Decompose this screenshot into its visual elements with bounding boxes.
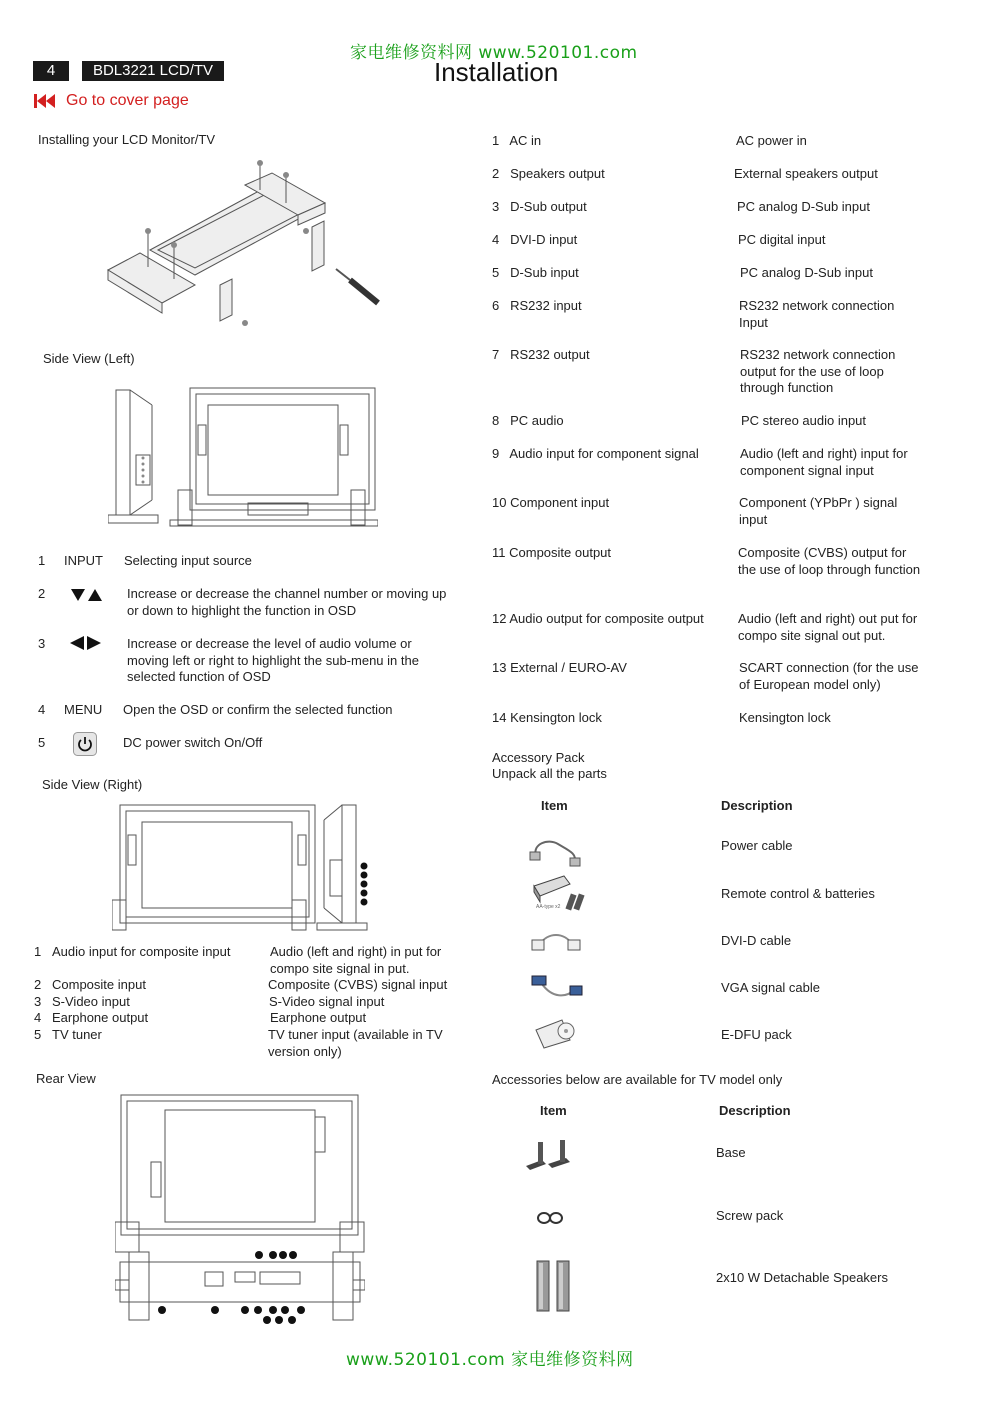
accessory-item-header: Item xyxy=(541,798,568,813)
connector-num: 6 xyxy=(492,298,500,313)
side-right-label-4: Earphone output xyxy=(52,1010,149,1025)
accessory-label-power-cable: Power cable xyxy=(721,838,793,853)
connector-desc: RS232 network connection Input xyxy=(739,298,895,330)
side-right-num-1: 1 xyxy=(34,944,42,959)
power-icon xyxy=(73,732,97,756)
accessory-heading: Accessory Pack xyxy=(492,750,585,765)
power-cable-image xyxy=(528,834,583,870)
connector-label: D-Sub output xyxy=(510,199,587,214)
rear-diagram xyxy=(115,1092,365,1327)
connector-label: RS232 output xyxy=(510,347,590,362)
connector-num: 14 xyxy=(492,710,507,725)
connector-label: AC in xyxy=(509,133,542,148)
connector-num: 10 xyxy=(492,495,507,510)
side-left-diagram xyxy=(108,385,378,530)
side-right-label-5: TV tuner xyxy=(52,1027,102,1042)
connector-num: 9 xyxy=(492,446,500,461)
connector-num: 2 xyxy=(492,166,500,181)
connector-desc: Audio (left and right) input for component signal input xyxy=(740,446,908,478)
connector-num: 7 xyxy=(492,347,500,362)
speakers-image xyxy=(534,1258,574,1314)
side-left-num-2: 2 xyxy=(38,586,46,601)
accessory-label-dvi: DVI-D cable xyxy=(721,933,792,948)
tv-accessory-label-base: Base xyxy=(716,1145,746,1160)
watermark-bottom: www.520101.com 家电维修资料网 xyxy=(346,1350,634,1370)
side-left-num-5: 5 xyxy=(38,735,46,750)
remote-battery-label: AA-type x2 xyxy=(536,904,561,910)
connector-num: 1 xyxy=(492,133,500,148)
connector-desc: Audio (left and right) out put for compo site signal out put. xyxy=(738,611,918,643)
side-right-diagram xyxy=(112,800,382,935)
side-left-num-1: 1 xyxy=(38,553,46,568)
install-diagram xyxy=(100,155,390,335)
tv-desc-header: Description xyxy=(719,1103,791,1118)
connector-num: 13 xyxy=(492,660,507,675)
vga-cable-image xyxy=(530,972,585,1002)
input-key-desc: Selecting input source xyxy=(124,553,252,568)
power-key-desc: DC power switch On/Off xyxy=(123,735,263,750)
rear-heading: Rear View xyxy=(36,1071,96,1086)
connector-label: External / EURO-AV xyxy=(510,660,627,675)
side-right-desc-3: S-Video signal input xyxy=(269,994,385,1009)
go-to-cover-link[interactable] xyxy=(33,90,189,112)
skip-back-icon xyxy=(33,93,57,109)
side-right-label-1: Audio input for composite input xyxy=(52,944,231,959)
side-left-num-3: 3 xyxy=(38,636,46,651)
model-label: BDL3221 LCD/TV xyxy=(82,61,224,81)
connector-num: 5 xyxy=(492,265,500,280)
connector-desc: Kensington lock xyxy=(739,710,831,725)
connector-num: 3 xyxy=(492,199,500,214)
connector-desc: PC analog D-Sub input xyxy=(740,265,873,280)
menu-key-label: MENU xyxy=(64,702,103,717)
side-right-desc-2: Composite (CVBS) signal input xyxy=(268,977,448,992)
connector-num: 11 xyxy=(492,545,506,560)
left-right-arrow-icon xyxy=(69,634,103,652)
connector-desc: PC stereo audio input xyxy=(741,413,867,428)
side-left-heading: Side View (Left) xyxy=(43,351,135,366)
side-right-num-4: 4 xyxy=(34,1010,42,1025)
connector-desc: SCART connection (for the use of European model only) xyxy=(739,660,919,692)
tv-item-header: Item xyxy=(540,1103,567,1118)
connector-label: Kensington lock xyxy=(510,710,602,725)
accessory-label-edfu: E-DFU pack xyxy=(721,1027,792,1042)
side-right-label-2: Composite input xyxy=(52,977,146,992)
connector-label: RS232 input xyxy=(510,298,582,313)
edfu-pack-image xyxy=(532,1016,580,1050)
dvi-cable-image xyxy=(530,928,582,958)
side-right-num-2: 2 xyxy=(34,977,42,992)
connector-label: Composite output xyxy=(509,545,612,560)
screw-pack-image xyxy=(536,1208,564,1228)
connector-desc: RS232 network connection output for the use of loop through function xyxy=(740,347,896,395)
connector-label: D-Sub input xyxy=(510,265,579,280)
connector-label: Audio input for component signal xyxy=(509,446,699,461)
connector-num: 4 xyxy=(492,232,500,247)
page-title: Installation xyxy=(434,57,559,87)
tv-accessories-heading: Accessories below are available for TV model only xyxy=(492,1072,783,1087)
side-right-desc-4: Earphone output xyxy=(270,1010,367,1025)
accessory-label-vga: VGA signal cable xyxy=(721,980,821,995)
input-key-label: INPUT xyxy=(64,553,103,568)
side-left-num-4: 4 xyxy=(38,702,46,717)
side-right-num-3: 3 xyxy=(34,994,42,1009)
side-right-heading: Side View (Right) xyxy=(42,777,143,792)
connector-num: 8 xyxy=(492,413,500,428)
connector-desc: PC analog D-Sub input xyxy=(737,199,870,214)
side-right-desc-1: Audio (left and right) in put for compo site signal in put. xyxy=(270,944,442,976)
connector-label: PC audio xyxy=(510,413,564,428)
accessory-subheading: Unpack all the parts xyxy=(492,766,607,781)
up-down-key-desc: Increase or decrease the channel number or moving up or down to highlight the function in OSD xyxy=(127,586,447,618)
connector-desc: PC digital input xyxy=(738,232,826,247)
connector-desc: Component (YPbPr ) signal input xyxy=(739,495,898,527)
accessory-desc-header: Description xyxy=(721,798,793,813)
connector-num: 12 xyxy=(492,611,507,626)
base-stand-image xyxy=(524,1138,574,1176)
up-down-arrow-icon xyxy=(70,587,104,603)
tv-accessory-label-speakers: 2x10 W Detachable Speakers xyxy=(716,1270,888,1285)
side-right-desc-5: TV tuner input (available in TV version only) xyxy=(268,1027,443,1059)
connector-label: Component input xyxy=(510,495,610,510)
install-heading: Installing your LCD Monitor/TV xyxy=(38,132,216,147)
side-right-num-5: 5 xyxy=(34,1027,42,1042)
connector-desc: External speakers output xyxy=(734,166,878,181)
left-right-key-desc: Increase or decrease the level of audio volume or moving left or right to highlight the sub-menu in the selected function of OSD xyxy=(127,636,419,684)
connector-desc: AC power in xyxy=(736,133,807,148)
connector-label: DVI-D input xyxy=(510,232,578,247)
cover-link-text: Go to cover page xyxy=(66,92,189,109)
connector-label: Audio output for composite output xyxy=(509,611,704,626)
page-number: 4 xyxy=(33,61,69,81)
watermark-top: 家电维修资料网 www.520101.com xyxy=(350,43,638,63)
menu-key-desc: Open the OSD or confirm the selected function xyxy=(123,702,393,717)
tv-accessory-label-screw: Screw pack xyxy=(716,1208,784,1223)
connector-desc: Composite (CVBS) output for the use of loop through function xyxy=(738,545,921,577)
accessory-label-remote: Remote control & batteries xyxy=(721,886,875,901)
side-right-label-3: S-Video input xyxy=(52,994,130,1009)
connector-label: Speakers output xyxy=(510,166,605,181)
